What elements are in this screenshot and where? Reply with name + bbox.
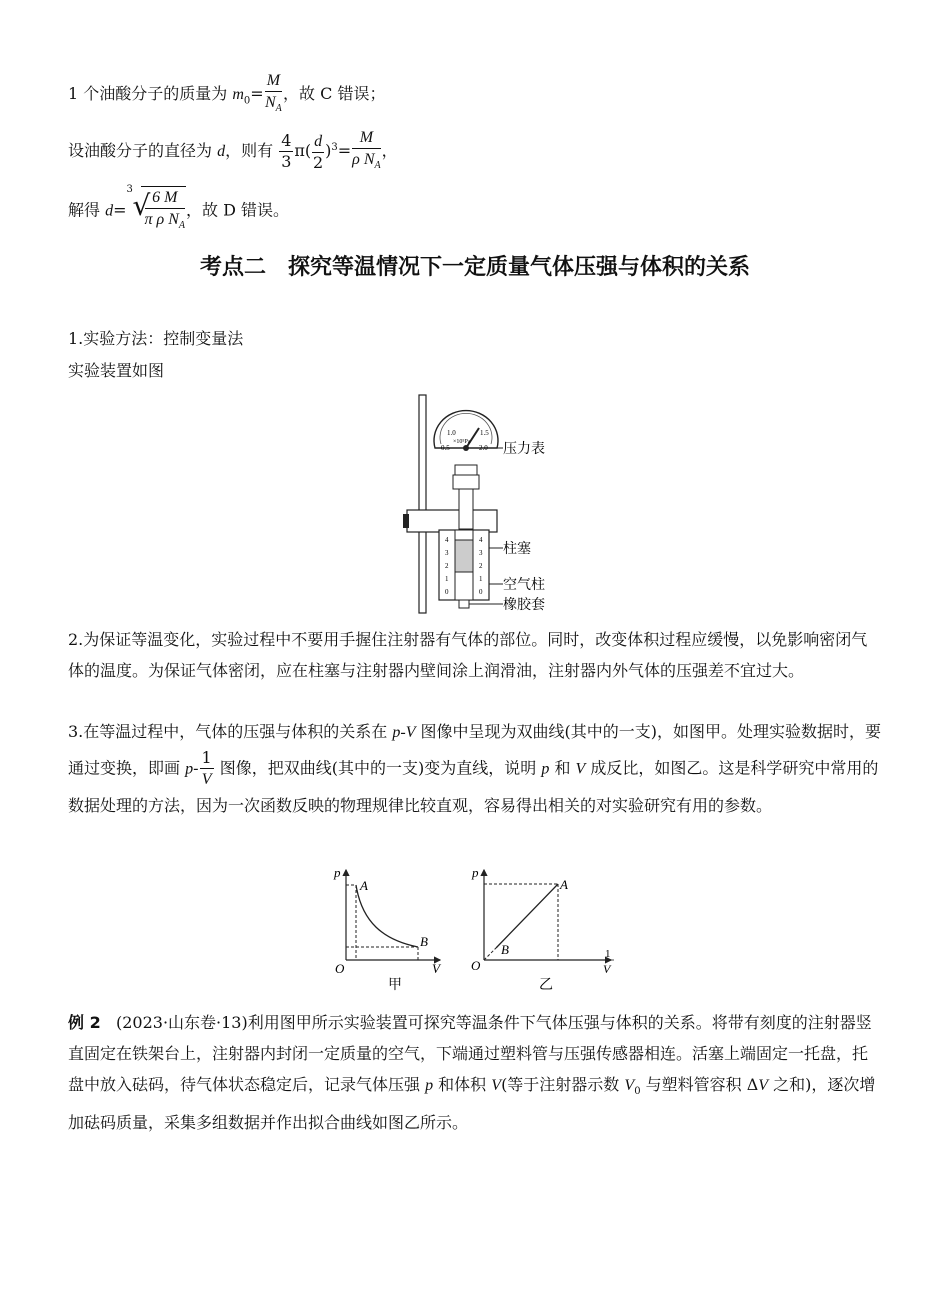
- proportional-line: [496, 884, 558, 948]
- line-diameter-result: 解得 d= 3 √ $\frac{6 M}{\pi \rho N_A}$ ，故 D 错误。: [68, 186, 289, 236]
- x-label: V: [432, 961, 440, 976]
- caption-jia: 甲: [388, 977, 402, 993]
- point-a-label: A: [360, 878, 368, 893]
- svg-text:4: 4: [445, 536, 449, 544]
- paragraph-2: 2.为保证等温变化，实验过程中不要用手握住注射器有气体的部位。同时，改变体积过程应缓慢，以免影响密闭气体的温度。为保证气体密闭，应在柱塞与注射器内壁间涂上润滑油，注射器内外气体的压强差不宜过大。: [68, 630, 868, 680]
- svg-text:4: 4: [479, 536, 483, 544]
- gauge-tick: 1.5: [480, 429, 489, 437]
- caption-yi: 乙: [539, 977, 553, 993]
- example-2: 例 2 (2023·山东卷·13)利用图甲所示实验装置可探究等温条件下气体压强与体积的关系。将带有刻度的注射器竖直固定在铁架台上，注射器内封闭一定质量的空气，下端通过塑料管与压强传感器相连。活塞上端固定一托盘，托盘中放入砝码，待气体状态稳定后，记录气体压强 p 和体积 V(等于注射器示数 $V_0$ 与塑料管容积 ΔV 之和)，逐次增加砝码质量，采集多组数据并作出拟合曲线如图乙所示。: [68, 1013, 876, 1133]
- gauge-label: 压力表: [503, 441, 545, 457]
- x-label-num: 1: [605, 948, 611, 960]
- svg-text:1: 1: [479, 575, 483, 583]
- plunger: [455, 540, 473, 572]
- apparatus-figure: [395, 390, 565, 615]
- fraction-one-over-v: $\frac{1}{V}$: [201, 748, 212, 788]
- line-molecule-mass: 1 个油酸分子的质量为 $m_0=$ $\frac{M}{N_A}$ ，故 C 错误；: [68, 70, 385, 119]
- gauge-tick: 0.5: [441, 444, 450, 452]
- proportional-line-dashed: [484, 948, 496, 960]
- paragraph-3: 3.在等温过程中，气体的压强与体积的关系在 p-V 图像中呈现为双曲线(其中的一支)，如图甲。处理实验数据时，要通过变换，即画 p- $\frac{1}{V}$ 图像，把双曲线(其中的一支)变为直线，说明 p 和 V 成反比，如图乙。这是科学研究中常用的数据处理的方法，因为一次函数反映的物理规律比较直观，容易得出相关的对实验研究有用的参数。: [68, 722, 882, 815]
- rubber-label: 橡胶套: [503, 597, 545, 613]
- y-label: p: [334, 865, 341, 880]
- svg-text:3: 3: [445, 549, 449, 557]
- fraction-m-over-na: $\frac{M}{N_A}$: [264, 72, 282, 115]
- plunger-label: 柱塞: [503, 541, 531, 557]
- origin-label: O: [335, 961, 345, 976]
- origin-label: O: [471, 958, 481, 973]
- clamp: [407, 510, 497, 532]
- svg-text:2: 2: [479, 562, 483, 570]
- air-column-label: 空气柱: [503, 577, 545, 593]
- svg-text:1: 1: [445, 575, 449, 583]
- point-b-label: B: [420, 934, 428, 949]
- point-b-label: B: [501, 942, 509, 957]
- svg-text:3: 3: [479, 549, 483, 557]
- gauge-tick: 2.0: [479, 444, 488, 452]
- section-heading: 考点二 探究等温情况下一定质量气体压强与体积的关系: [199, 255, 750, 280]
- device-intro: 实验装置如图: [68, 361, 165, 380]
- svg-text:2: 2: [445, 562, 449, 570]
- gauge-tick: ×10⁵Pa: [453, 439, 471, 445]
- svg-text:0: 0: [479, 588, 483, 596]
- cube-root: 3 √ $\frac{6 M}{\pi \rho N_A}$: [127, 186, 186, 236]
- x-label-den: V: [603, 962, 611, 976]
- y-label: p: [472, 865, 479, 880]
- graph-jia: [328, 862, 453, 997]
- line-diameter-equation: 设油酸分子的直径为 d，则有 $\frac{4}{3}$ π( $\frac{d}{2}$ )$^3$= $\frac{M}{\rho N_A}$ ，: [68, 129, 398, 172]
- gauge-tick: 1.0: [447, 429, 456, 437]
- point-a-label: A: [560, 877, 568, 892]
- hyperbola-curve: [356, 885, 418, 947]
- graph-yi: [466, 862, 626, 997]
- example-label: 例 2: [68, 1013, 101, 1032]
- method-line: 1.实验方法：控制变量法: [68, 329, 244, 348]
- stand-rod: [419, 395, 426, 613]
- svg-text:0: 0: [445, 588, 449, 596]
- rubber-cap: [459, 600, 469, 608]
